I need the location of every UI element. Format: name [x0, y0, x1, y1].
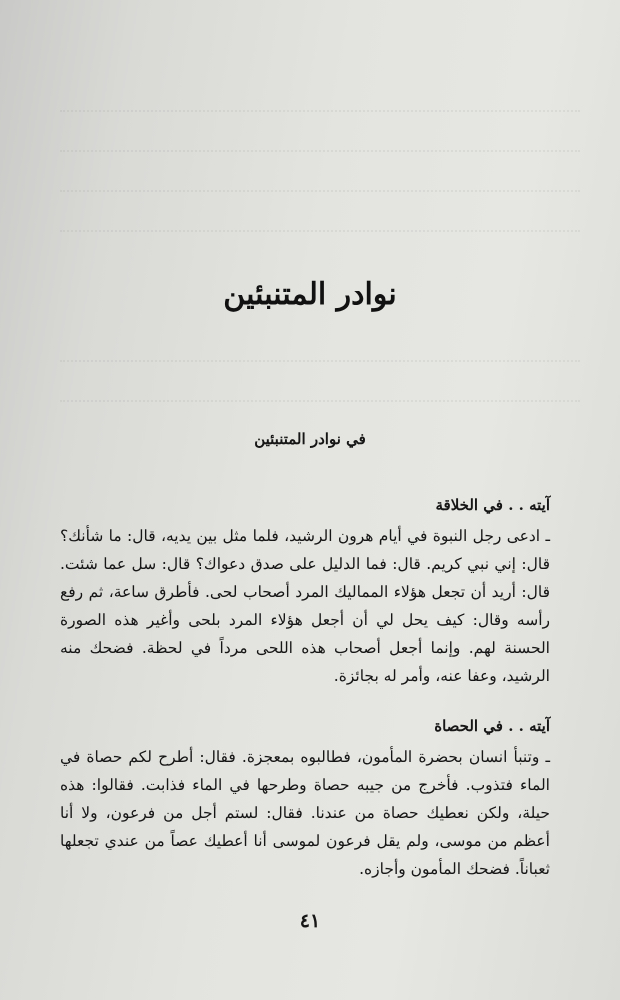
page-number: ٤١ — [299, 910, 321, 932]
bleed-through-line — [60, 190, 580, 204]
section-heading: آيته . . في الخلاقة — [435, 496, 550, 514]
chapter-title: نوادر المتنبئين — [223, 277, 397, 312]
section-heading: آيته . . في الحصاة — [434, 717, 550, 735]
section-body: ـ ادعى رجل النبوة في أيام هرون الرشيد، فلما مثل بين يديه، قال: ما شأنك؟ قال: إني نبي كريم. قال: فما الدليل على صدق دعواك؟ قال: سل عما شئت. قال: أريد أن تجعل هؤلاء المماليك المرد أصحاب لحى. فأطرق ساعة، ثم رفع رأسه وقال: كيف يحل لي أن أجعل هؤلاء المرد بلحى وأغير هذه الصورة الحسنة لهم. وإنما أجعل أصحاب هذه اللحى مرداً في لحظة. فضحك منه الرشيد، وعفا عنه، وأمر له بجائزة. — [60, 527, 550, 685]
section-body: ـ وتنبأ انسان بحضرة المأمون، فطالبوه بمعجزة. فقال: أطرح لكم حصاة في الماء فتذوب. فأخرج من جيبه حصاة وطرحها في الماء فذابت. فقالوا: هذه حيلة، ولكن نعطيك حصاة من عندنا. فقال: لستم أجل من فرعون، ولا أنا أعظم من موسى، ولم يقل فرعون لموسى أنا أعطيك عصاً من عندي تجعلها ثعباناً. فضحك المأمون وأجازه. — [60, 748, 550, 878]
bleed-through-line — [60, 150, 580, 164]
bleed-through-line — [60, 360, 580, 374]
anecdote-section-2 — [60, 713, 550, 883]
anecdote-section-1 — [60, 492, 550, 690]
bleed-through-line — [60, 230, 580, 244]
chapter-subtitle: في نوادر المتنبئين — [254, 430, 366, 448]
bleed-through-line — [60, 400, 580, 414]
bleed-through-line — [60, 110, 580, 124]
